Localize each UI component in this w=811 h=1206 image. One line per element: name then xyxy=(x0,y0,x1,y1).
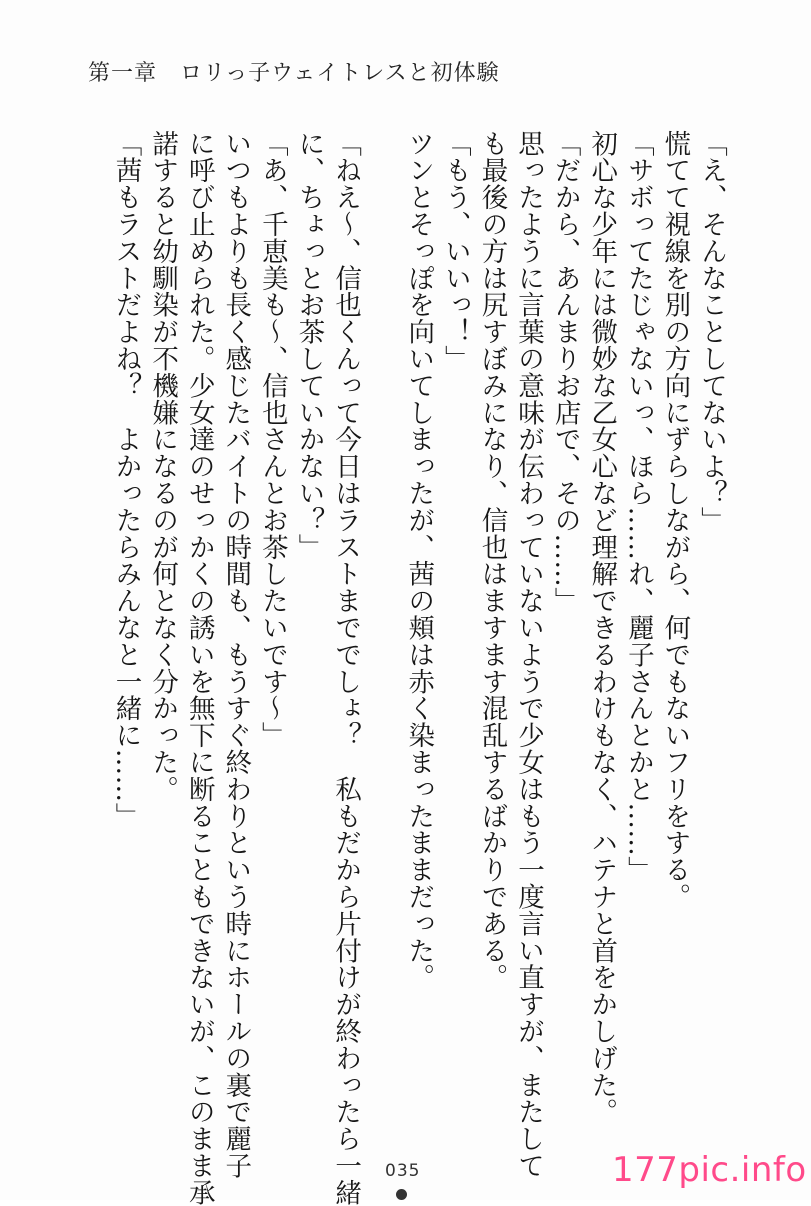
text-line: 思ったように言葉の意味が伝わっていないようで少女はもう一度言い直すが、またして xyxy=(513,130,545,1180)
text-line: 「だから、あんまりお店で、その……」 xyxy=(549,130,581,615)
text-line: ツンとそっぽを向いてしまったが、茜の頬は赤く染まったままだった。 xyxy=(403,130,435,991)
page-number: 035 xyxy=(385,1161,421,1181)
text-line: 初心な少年には微妙な乙女心など理解できるわけもなく、ハテナと首をかしげた。 xyxy=(586,130,618,1126)
binding-hole-dot xyxy=(396,1189,407,1200)
text-line: 「サボってたじゃないっ、ほら……れ、麗子さんとかと……」 xyxy=(622,130,654,884)
running-head: 第一章 ロリっ子ウェイトレスと初体験 xyxy=(88,61,500,86)
watermark-link[interactable]: 177pic.info xyxy=(612,1150,807,1190)
text-line: も最後の方は尻すぼみになり、信也はますます混乱するばかりである。 xyxy=(476,130,508,991)
text-line: 「え、そんなことしてないよ？」 xyxy=(696,130,727,534)
text-line: に呼び止められた。少女達のせっかくの誘いを無下に断ることもできないが、このまま承 xyxy=(183,130,215,1206)
text-line: 「茜もラストだよね？ よかったらみんなと一緒に……」 xyxy=(110,130,142,830)
text-line: 慌てて視線を別の方向にずらしながら、何でもないフリをする。 xyxy=(659,130,691,911)
text-line: に、ちょっとお茶していかない？」 xyxy=(293,130,325,561)
blank-line xyxy=(363,130,400,1110)
text-line: 諾すると幼馴染が不機嫌になるのが何となく分かった。 xyxy=(147,130,179,803)
text-line: 「もう、いいっ！」 xyxy=(439,130,471,373)
text-line: いつもよりも長く感じたバイトの時間も、もうすぐ終わりという時にホールの裏で麗子 xyxy=(220,130,252,1180)
text-line: 「ねえ～、信也くんって今日はラストまででしょ？ 私もだから片付けが終わったら一緒 xyxy=(330,130,362,1206)
text-line: 「あ、千恵美も～、信也さんとお茶したいです～」 xyxy=(256,130,288,749)
